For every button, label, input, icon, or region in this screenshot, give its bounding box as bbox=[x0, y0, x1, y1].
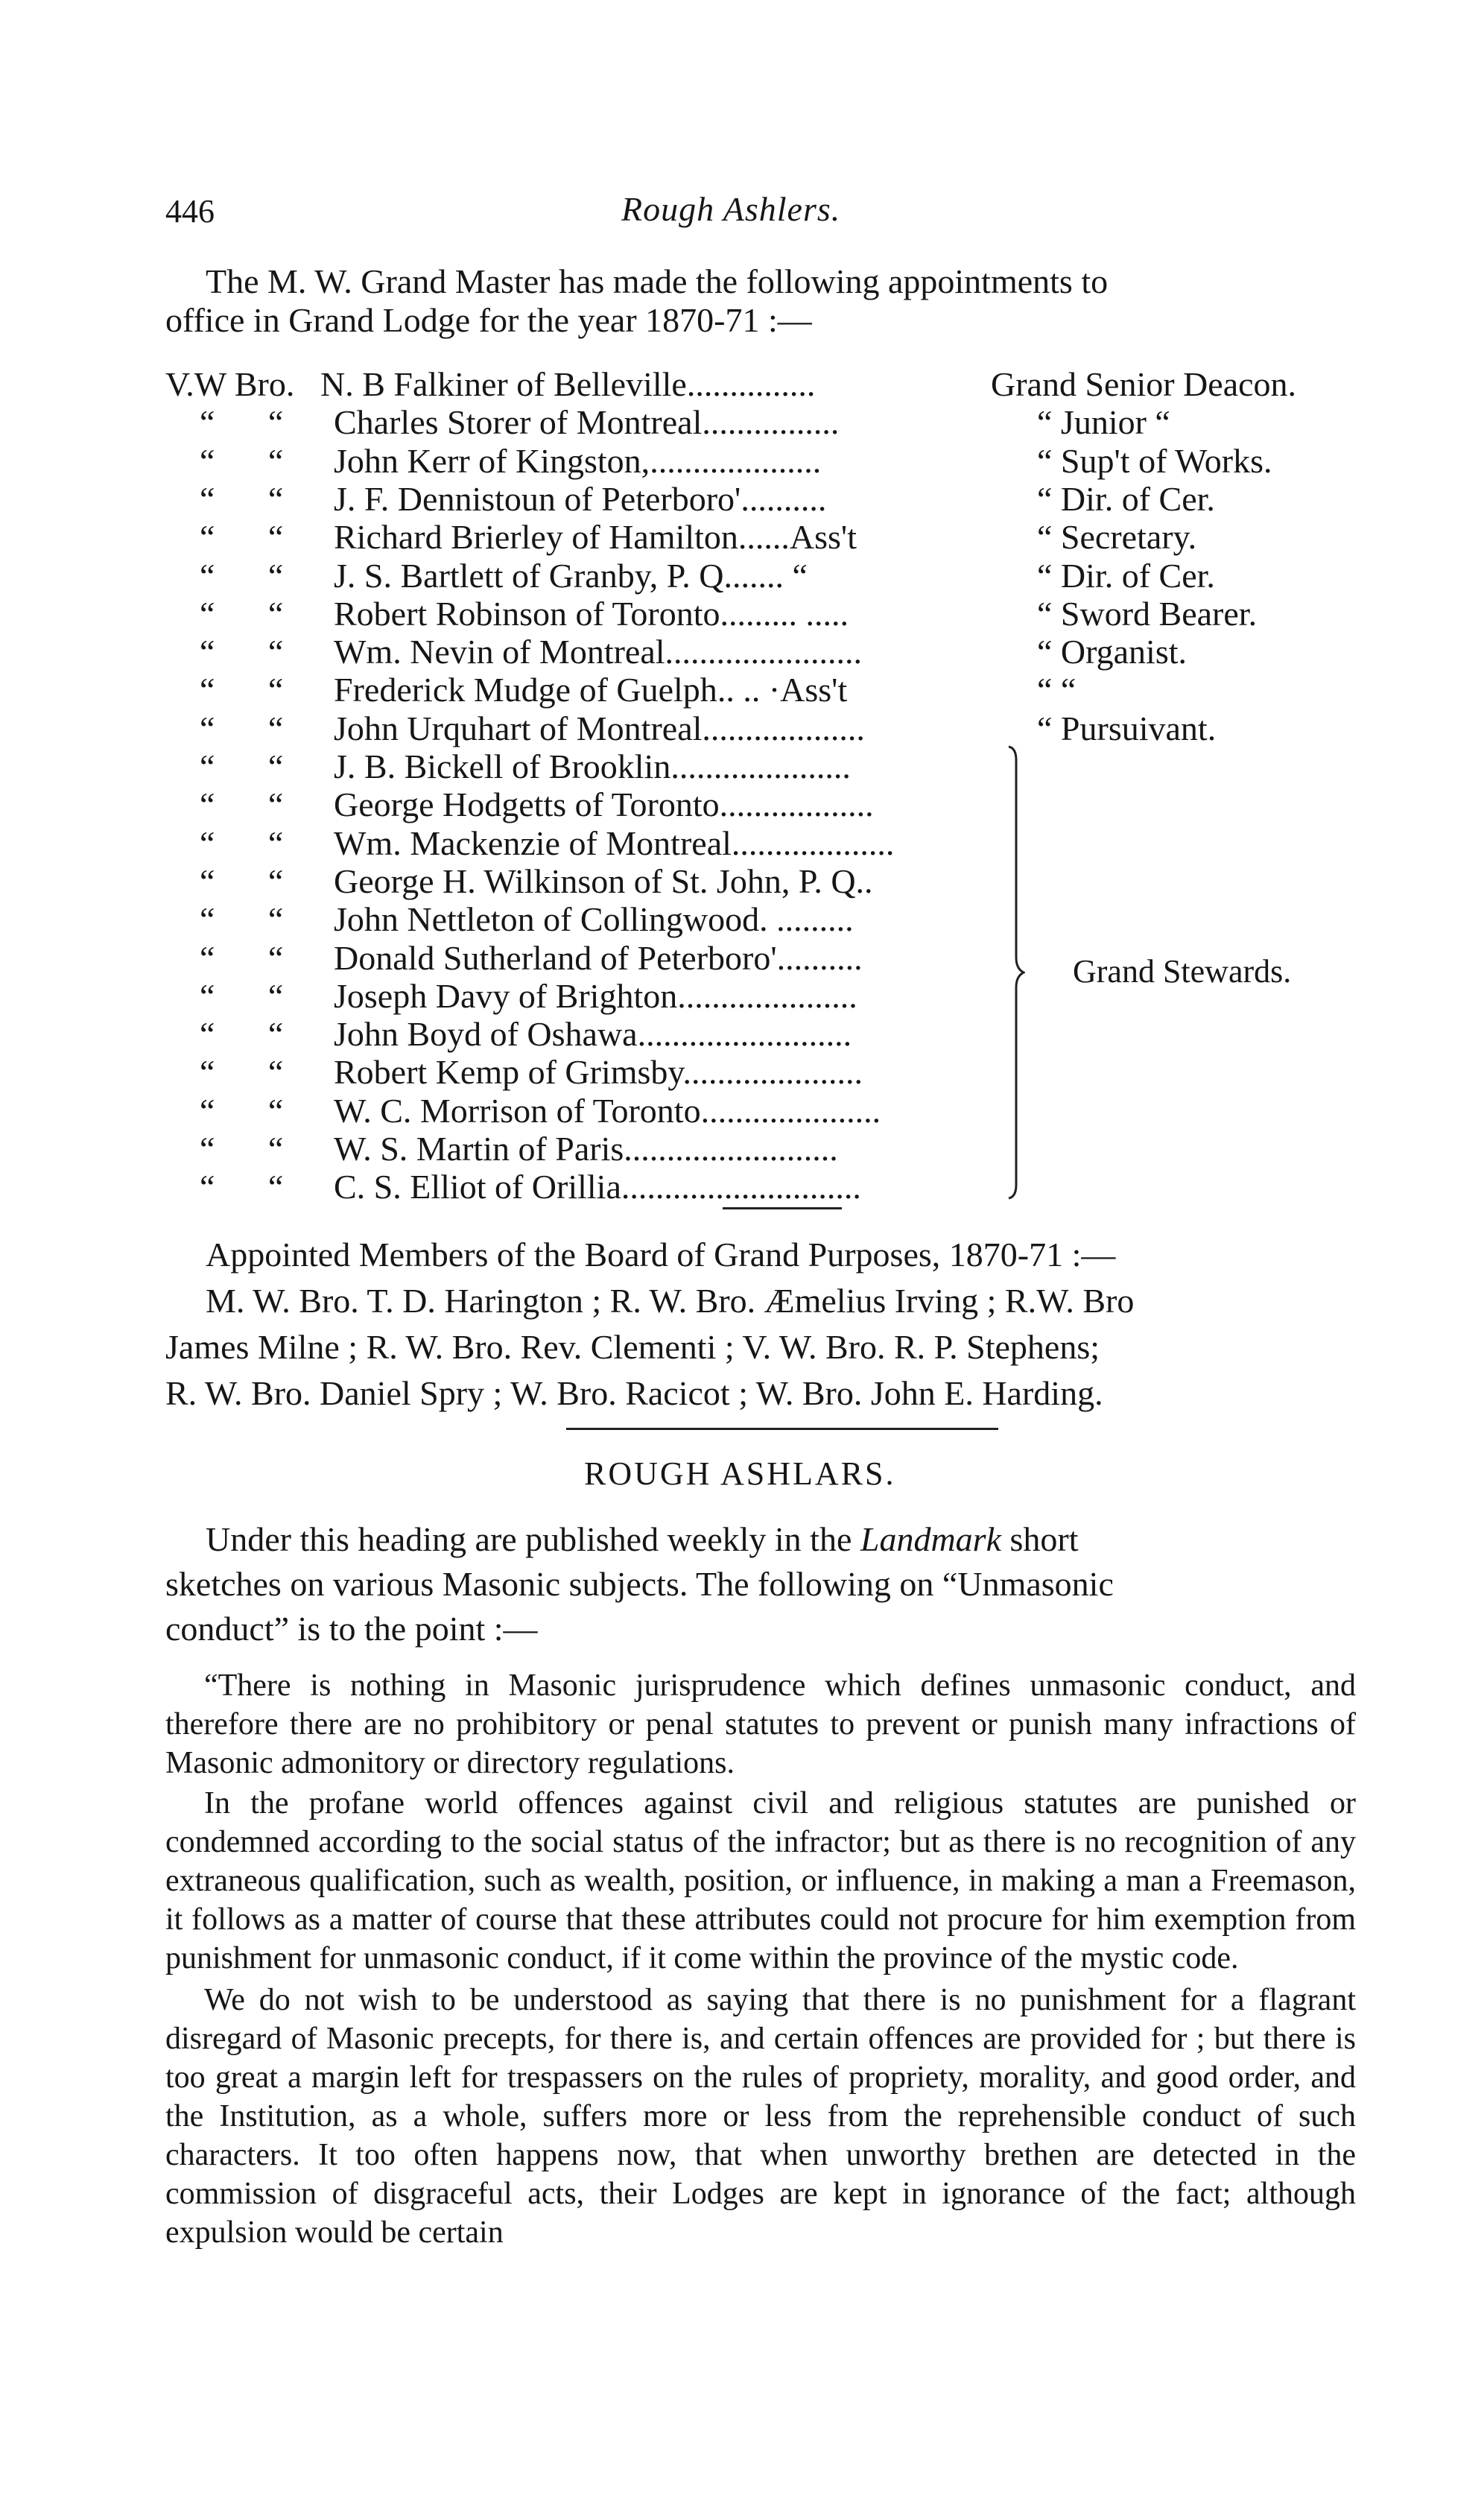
appointment-name-line bbox=[334, 480, 826, 519]
grand-lodge-office: “ “ bbox=[1037, 671, 1076, 709]
grand-stewards-label: Grand Stewards. bbox=[1073, 953, 1292, 990]
leader-dots: ......Ass't bbox=[738, 518, 857, 556]
leader-dots: ..................... bbox=[700, 1092, 881, 1130]
leader-dots: ..................... bbox=[677, 977, 857, 1015]
leader-dots: ....... “ bbox=[723, 557, 808, 595]
appointment-prefix: “ “ bbox=[200, 709, 306, 747]
appointment-name-line bbox=[334, 1130, 838, 1168]
page-number: 446 bbox=[165, 193, 215, 230]
grand-lodge-office: “ Sup't of Works. bbox=[1037, 442, 1272, 480]
appointment-prefix: “ “ bbox=[200, 747, 306, 785]
grand-lodge-office: “ Dir. of Cer. bbox=[1037, 480, 1215, 518]
quote-block bbox=[165, 1666, 1356, 2252]
appointment-prefix: “ “ bbox=[200, 557, 306, 595]
leader-dots: .................. bbox=[719, 785, 874, 823]
grand-lodge-office: “ Dir. of Cer. bbox=[1037, 557, 1215, 595]
appointment-name-line bbox=[334, 1015, 852, 1054]
appointment-prefix: “ “ bbox=[200, 480, 306, 518]
appointment-name-line bbox=[320, 365, 815, 404]
leader-dots: .................... bbox=[650, 442, 822, 480]
appointment-prefix: “ “ bbox=[200, 1053, 306, 1091]
leader-dots: ......................... bbox=[637, 1015, 852, 1053]
appointment-prefix: “ “ bbox=[200, 862, 306, 900]
appointment-prefix: “ “ bbox=[200, 671, 306, 709]
appointment-prefix: “ “ bbox=[200, 977, 306, 1015]
appointment-prefix: “ “ bbox=[200, 442, 306, 480]
grand-lodge-office: Grand Senior Deacon. bbox=[991, 365, 1297, 403]
appointment-prefix: “ “ bbox=[200, 900, 306, 938]
grand-stewards-brace bbox=[1007, 745, 1025, 1200]
appointee-name: Frederick Mudge of Guelph bbox=[334, 671, 717, 709]
appointee-name: Joseph Davy of Brighton bbox=[334, 977, 678, 1015]
section-divider bbox=[566, 1428, 998, 1430]
appointee-name: Wm. Nevin of Montreal bbox=[334, 633, 665, 671]
appointment-prefix: “ “ bbox=[200, 633, 306, 671]
leader-dots: .. bbox=[855, 862, 873, 900]
leader-dots: ................ bbox=[702, 403, 840, 441]
landmark-title: Landmark bbox=[860, 1520, 1001, 1558]
appointee-name: Donald Sutherland of Peterboro' bbox=[334, 939, 777, 977]
appointment-prefix: “ “ bbox=[200, 939, 306, 977]
grand-lodge-office: “ Secretary. bbox=[1037, 518, 1197, 556]
appointee-name: George Hodgetts of Toronto bbox=[334, 785, 720, 823]
grand-lodge-office: “ Organist. bbox=[1037, 633, 1187, 671]
appointment-prefix: “ “ bbox=[200, 518, 306, 556]
article-intro-line-3: conduct” is to the point :— bbox=[165, 1610, 538, 1648]
appointee-name: W. C. Morrison of Toronto bbox=[334, 1092, 701, 1130]
appointment-name-line bbox=[334, 939, 863, 978]
leader-dots: .......... bbox=[776, 939, 863, 977]
appointment-name-line bbox=[334, 785, 874, 824]
leader-dots: .......... bbox=[741, 480, 827, 518]
appointment-prefix: “ “ bbox=[200, 595, 306, 633]
appointment-name-line bbox=[334, 1168, 861, 1206]
running-head: Rough Ashlers. bbox=[621, 190, 841, 228]
leader-dots: . ......... bbox=[759, 900, 854, 938]
appointment-name-line bbox=[334, 1092, 881, 1130]
appointee-name: Richard Brierley of Hamilton bbox=[334, 518, 738, 556]
appointment-prefix: “ “ bbox=[200, 403, 306, 441]
appointment-name-line bbox=[334, 557, 808, 595]
leader-dots: ..................... bbox=[670, 747, 851, 785]
appointment-name-line bbox=[334, 747, 851, 786]
board-line-1: Appointed Members of the Board of Grand Purposes, 1870-71 :— bbox=[206, 1236, 1116, 1274]
appointment-name-line bbox=[334, 709, 865, 748]
appointment-name-line bbox=[334, 403, 839, 442]
short-divider bbox=[723, 1207, 842, 1209]
appointee-name: John Urquhart of Montreal bbox=[334, 709, 703, 747]
leader-dots: ......... ..... bbox=[720, 595, 849, 633]
board-line-2: M. W. Bro. T. D. Harington ; R. W. Bro. Æmelius Irving ; R.W. Bro bbox=[206, 1282, 1135, 1320]
board-line-4: R. W. Bro. Daniel Spry ; W. Bro. Racicot ; W. Bro. John E. Harding. bbox=[165, 1374, 1103, 1412]
grand-lodge-office: “ Junior “ bbox=[1037, 403, 1170, 441]
appointee-name: George H. Wilkinson of St. John, P. Q bbox=[334, 862, 856, 900]
article-intro-text-c: short bbox=[1001, 1520, 1079, 1558]
appointment-name-line bbox=[334, 862, 873, 901]
leader-dots: ................... bbox=[731, 824, 895, 862]
quote-paragraph: We do not wish to be understood as saying that there is no punishment for a flagrant disregard of Masonic precepts, for there is, and certain offences are provided for ; but there is too great a margin left for trespassers on the rules of propriety, morality, and good order, and the Institution, as a whole, suffers more or less from the reprehensible conduct of such characters. It too often happens now, that when unworthy brethen are detected in the commission of disgraceful acts, their Lodges are kept in ignorance of the fact; although expulsion would be certain bbox=[165, 1983, 1356, 2250]
grand-lodge-office: “ Sword Bearer. bbox=[1037, 595, 1258, 633]
appointee-name: C. S. Elliot of Orillia bbox=[334, 1168, 621, 1206]
board-line-3: James Milne ; R. W. Bro. Rev. Clementi ; V. W. Bro. R. P. Stephens; bbox=[165, 1328, 1100, 1366]
leader-dots: ......................... bbox=[624, 1130, 838, 1168]
appointee-name: John Nettleton of Collingwood bbox=[334, 900, 760, 938]
appointment-prefix: “ “ bbox=[200, 1130, 306, 1168]
appointment-name-line bbox=[334, 977, 857, 1016]
appointment-name-line bbox=[334, 824, 894, 863]
leader-dots: ............................ bbox=[621, 1168, 861, 1206]
appointment-name-line bbox=[334, 595, 849, 633]
article-intro-line-2: sketches on various Masonic subjects. The following on “Unmasonic bbox=[165, 1565, 1114, 1603]
appointment-prefix: V.W Bro. bbox=[165, 365, 295, 403]
article-intro-text-a: Under this heading are published weekly in the bbox=[206, 1520, 860, 1558]
intro-line-2: office in Grand Lodge for the year 1870-71 :— bbox=[165, 301, 812, 339]
section-heading: ROUGH ASHLARS. bbox=[584, 1455, 896, 1492]
appointment-name-line bbox=[334, 442, 821, 481]
leader-dots: .. .. ·Ass't bbox=[717, 671, 848, 709]
appointee-name: John Kerr of Kingston, bbox=[334, 442, 650, 480]
appointee-name: Charles Storer of Montreal bbox=[334, 403, 703, 441]
appointment-name-line bbox=[334, 633, 862, 671]
appointee-name: W. S. Martin of Paris bbox=[334, 1130, 624, 1168]
leader-dots: ....................... bbox=[665, 633, 863, 671]
appointee-name: Robert Kemp of Grimsby bbox=[334, 1053, 683, 1091]
appointment-name-line bbox=[334, 1053, 863, 1092]
appointment-name-line bbox=[334, 518, 857, 557]
appointment-prefix: “ “ bbox=[200, 1092, 306, 1130]
appointment-name-line bbox=[334, 900, 854, 939]
leader-dots: ............... bbox=[686, 365, 816, 403]
appointment-prefix: “ “ bbox=[200, 1015, 306, 1053]
appointee-name: Robert Robinson of Toronto bbox=[334, 595, 720, 633]
appointee-name: J. S. Bartlett of Granby, P. Q bbox=[334, 557, 724, 595]
appointment-prefix: “ “ bbox=[200, 785, 306, 823]
appointee-name: N. B Falkiner of Belleville bbox=[320, 365, 687, 403]
intro-line-1: The M. W. Grand Master has made the following appointments to bbox=[206, 262, 1109, 300]
appointee-name: John Boyd of Oshawa bbox=[334, 1015, 638, 1053]
grand-lodge-office: “ Pursuivant. bbox=[1037, 709, 1217, 747]
quote-paragraph: “There is nothing in Masonic jurisprudence which defines unmasonic conduct, and therefore there are no prohibitory or penal statutes to prevent or punish many infractions of Masonic admonitory or directory regulations. bbox=[165, 1668, 1356, 1780]
appointee-name: Wm. Mackenzie of Montreal bbox=[334, 824, 732, 862]
quote-paragraph: In the profane world offences against civil and religious statutes are punished or condemned according to the social status of the infractor; but as there is no recognition of any extraneous qualification, such as wealth, position, or influence, in making a man a Freemason, it follows as a matter of course that these attributes could not procure for him exemption from punishment for unmasonic conduct, if it come within the province of the mystic code. bbox=[165, 1786, 1356, 1975]
appointee-name: J. B. Bickell of Brooklin bbox=[334, 747, 671, 785]
appointment-prefix: “ “ bbox=[200, 824, 306, 862]
leader-dots: ..................... bbox=[682, 1053, 863, 1091]
appointment-prefix: “ “ bbox=[200, 1168, 306, 1206]
leader-dots: ................... bbox=[702, 709, 865, 747]
appointment-name-line bbox=[334, 671, 847, 709]
article-intro-line-1 bbox=[206, 1520, 1079, 1559]
appointee-name: J. F. Dennistoun of Peterboro' bbox=[334, 480, 741, 518]
